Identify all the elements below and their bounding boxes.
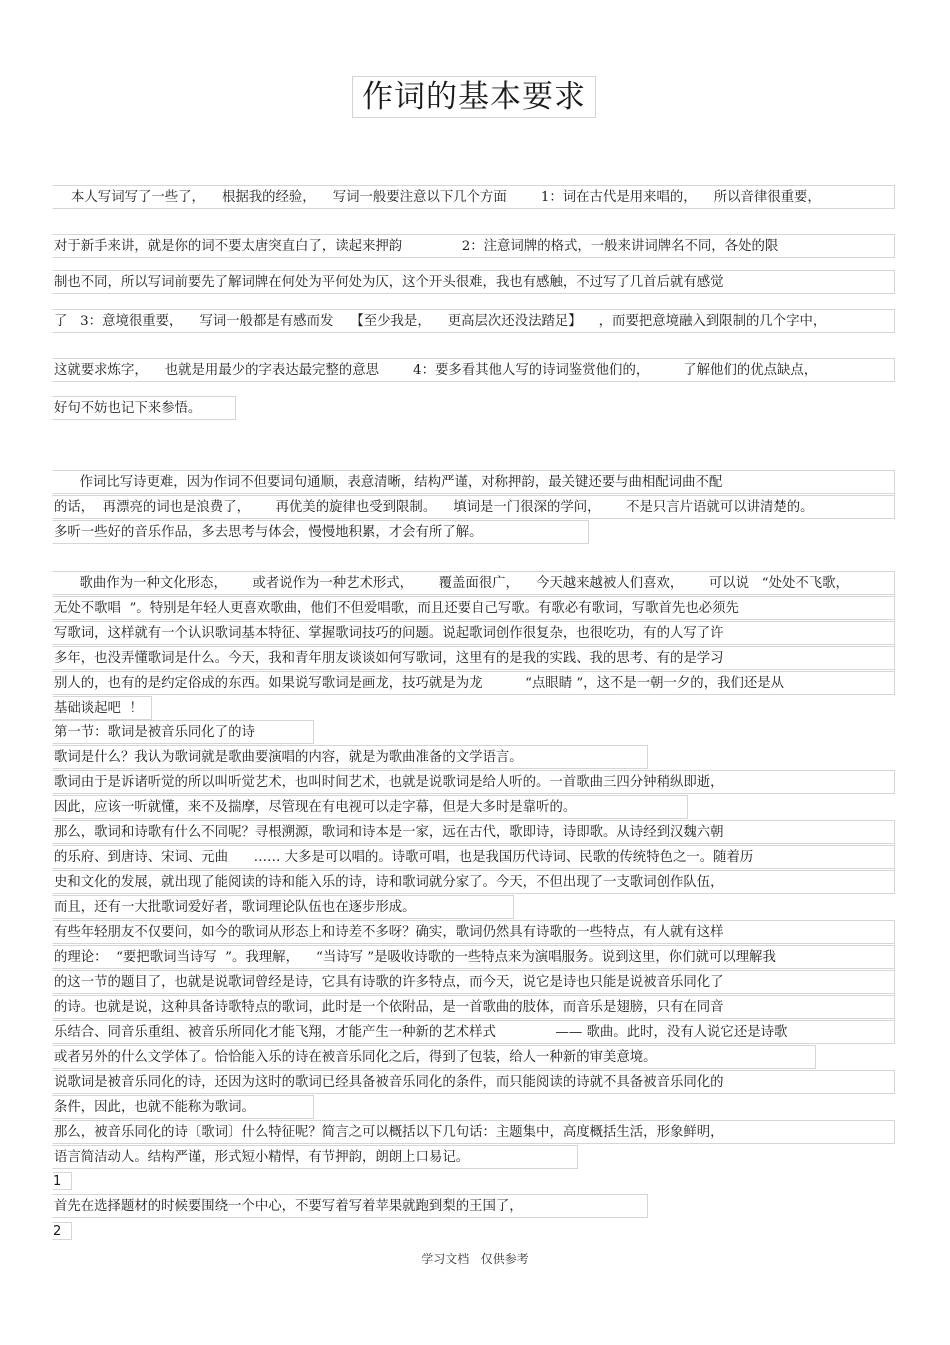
- text-line: 说歌词是被音乐同化的诗，还因为这时的歌词已经具备被音乐同化的条件，而只能阅读的诗就不具备被音乐同化的: [52, 1070, 895, 1094]
- text-line: 或者另外的什么文学体了。恰恰能入乐的诗在被音乐同化之后，得到了包装，给人一种新的审美意境。: [52, 1045, 816, 1069]
- page-footer: 学习文档 仅供参考: [421, 1252, 529, 1266]
- text-line: 的话， 再漂亮的词也是浪费了， 再优美的旋律也受到限制。 填词是一门很深的学问， 不是只言片语就可以讲清楚的。: [52, 495, 895, 519]
- text-line: 因此，应该一听就懂，来不及揣摩，尽管现在有电视可以走字幕，但是大多时是靠听的。: [52, 795, 688, 819]
- text-line: 写歌词，这样就有一个认识歌词基本特征、掌握歌词技巧的问题。说起歌词创作很复杂，也很吃功，有的人写了许: [52, 621, 895, 645]
- document-title: 作词的基本要求: [352, 76, 596, 118]
- text-line: 这就要求炼字， 也就是用最少的字表达最完整的意思 4：要多看其他人写的诗词鉴赏他们的， 了解他们的优点缺点，: [52, 358, 895, 382]
- text-line: 那么，歌词和诗歌有什么不同呢？寻根溯源，歌词和诗本是一家，远在古代，歌即诗，诗即歌。从诗经到汉魏六朝: [52, 820, 895, 844]
- text-line: 多年，也没弄懂歌词是什么。今天，我和青年朋友谈谈如何写歌词，这里有的是我的实践、我的思考、有的是学习: [52, 646, 895, 670]
- text-line: 好句不妨也记下来参悟。: [52, 396, 236, 420]
- text-line: 而且，还有一大批歌词爱好者，歌词理论队伍也在逐步形成。: [52, 895, 514, 919]
- text-line: 语言简洁动人。结构严谨，形式短小精悍，有节押韵，朗朗上口易记。: [52, 1145, 578, 1169]
- text-line: 对于新手来讲，就是你的词不要太唐突直白了，读起来押韵 2：注意词牌的格式，一般来讲词牌名不同，各处的限: [52, 234, 895, 258]
- text-line: 无处不歌唱 ”。特别是年轻人更喜欢歌曲，他们不但爱唱歌，而且还要自己写歌。有歌必有歌词，写歌首先也必须先: [52, 596, 895, 620]
- text-line: 条件，因此，也就不能称为歌词。: [52, 1095, 314, 1119]
- list-number: 1: [52, 1172, 72, 1190]
- text-line: 那么，被音乐同化的诗〔歌词〕什么特征呢？简言之可以概括以下几句话：主题集中，高度概括生活，形象鲜明，: [52, 1120, 895, 1144]
- text-line: 的理论： “要把歌词当诗写 ”。我理解， “当诗写 ”是吸收诗歌的一些特点来为演唱服务。说到这里，你们就可以理解我: [52, 945, 895, 969]
- text-line: 歌词是什么？我认为歌词就是歌曲要演唱的内容，就是为歌曲准备的文学语言。: [52, 745, 648, 769]
- text-line: 多听一些好的音乐作品，多去思考与体会，慢慢地积累，才会有所了解。: [52, 520, 589, 544]
- text-line: 乐结合、同音乐重组、被音乐所同化才能飞翔，才能产生一种新的艺术样式 —— 歌曲。此时，没有人说它还是诗歌: [52, 1020, 895, 1044]
- text-line: 有些年轻朋友不仅要问，如今的歌词从形态上和诗差不多呀？确实，歌词仍然具有诗歌的一些特点，有人就有这样: [52, 920, 895, 944]
- text-line: 歌词由于是诉诸听觉的所以叫听觉艺术，也叫时间艺术，也就是说歌词是给人听的。一首歌曲三四分钟稍纵即逝，: [52, 770, 895, 794]
- text-line: 制也不同，所以写词前要先了解词牌在何处为平何处为仄，这个开头很难，我也有感触，不过写了几首后就有感觉: [52, 270, 895, 294]
- text-line: 本人写词写了一些了， 根据我的经验， 写词一般要注意以下几个方面 1：词在古代是用来唱的， 所以音律很重要，: [52, 185, 895, 209]
- section-heading: 第一节：歌词是被音乐同化了的诗: [52, 720, 314, 744]
- text-line: 首先在选择题材的时候要围绕一个中心，不要写着写着苹果就跑到梨的王国了，: [52, 1194, 648, 1218]
- text-line: 的诗。也就是说，这种具备诗歌特点的歌词，此时是一个依附品，是一首歌曲的肢体，而音乐是翅膀，只有在同音: [52, 995, 895, 1019]
- text-line: 的这一节的题目了，也就是说歌词曾经是诗，它具有诗歌的许多特点，而今天，说它是诗也只能是说被音乐同化了: [52, 970, 895, 994]
- list-number: 2: [52, 1222, 72, 1240]
- text-line: 基础谈起吧 ！: [52, 696, 152, 720]
- text-line: 作词比写诗更难，因为作词不但要词句通顺，表意清晰，结构严谨，对称押韵，最关键还要与曲相配词曲不配: [52, 470, 895, 494]
- text-line: 别人的，也有的是约定俗成的东西。如果说写歌词是画龙，技巧就是为龙 “点眼睛 ”，这不是一朝一夕的，我们还是从: [52, 671, 895, 695]
- text-line: 史和文化的发展，就出现了能阅读的诗和能入乐的诗，诗和歌词就分家了。今天，不但出现了一支歌词创作队伍，: [52, 870, 895, 894]
- text-line: 歌曲作为一种文化形态， 或者说作为一种艺术形式， 覆盖面很广， 今天越来越被人们喜欢， 可以说 “处处不飞歌，: [52, 571, 895, 595]
- text-line: 了 3：意境很重要， 写词一般都是有感而发 【至少我是， 更高层次还没法踏足】 ，而要把意境融入到限制的几个字中，: [52, 309, 895, 333]
- text-line: 的乐府、到唐诗、宋词、元曲 …… 大多是可以唱的。诗歌可唱，也是我国历代诗词、民歌的传统特色之一。随着历: [52, 845, 895, 869]
